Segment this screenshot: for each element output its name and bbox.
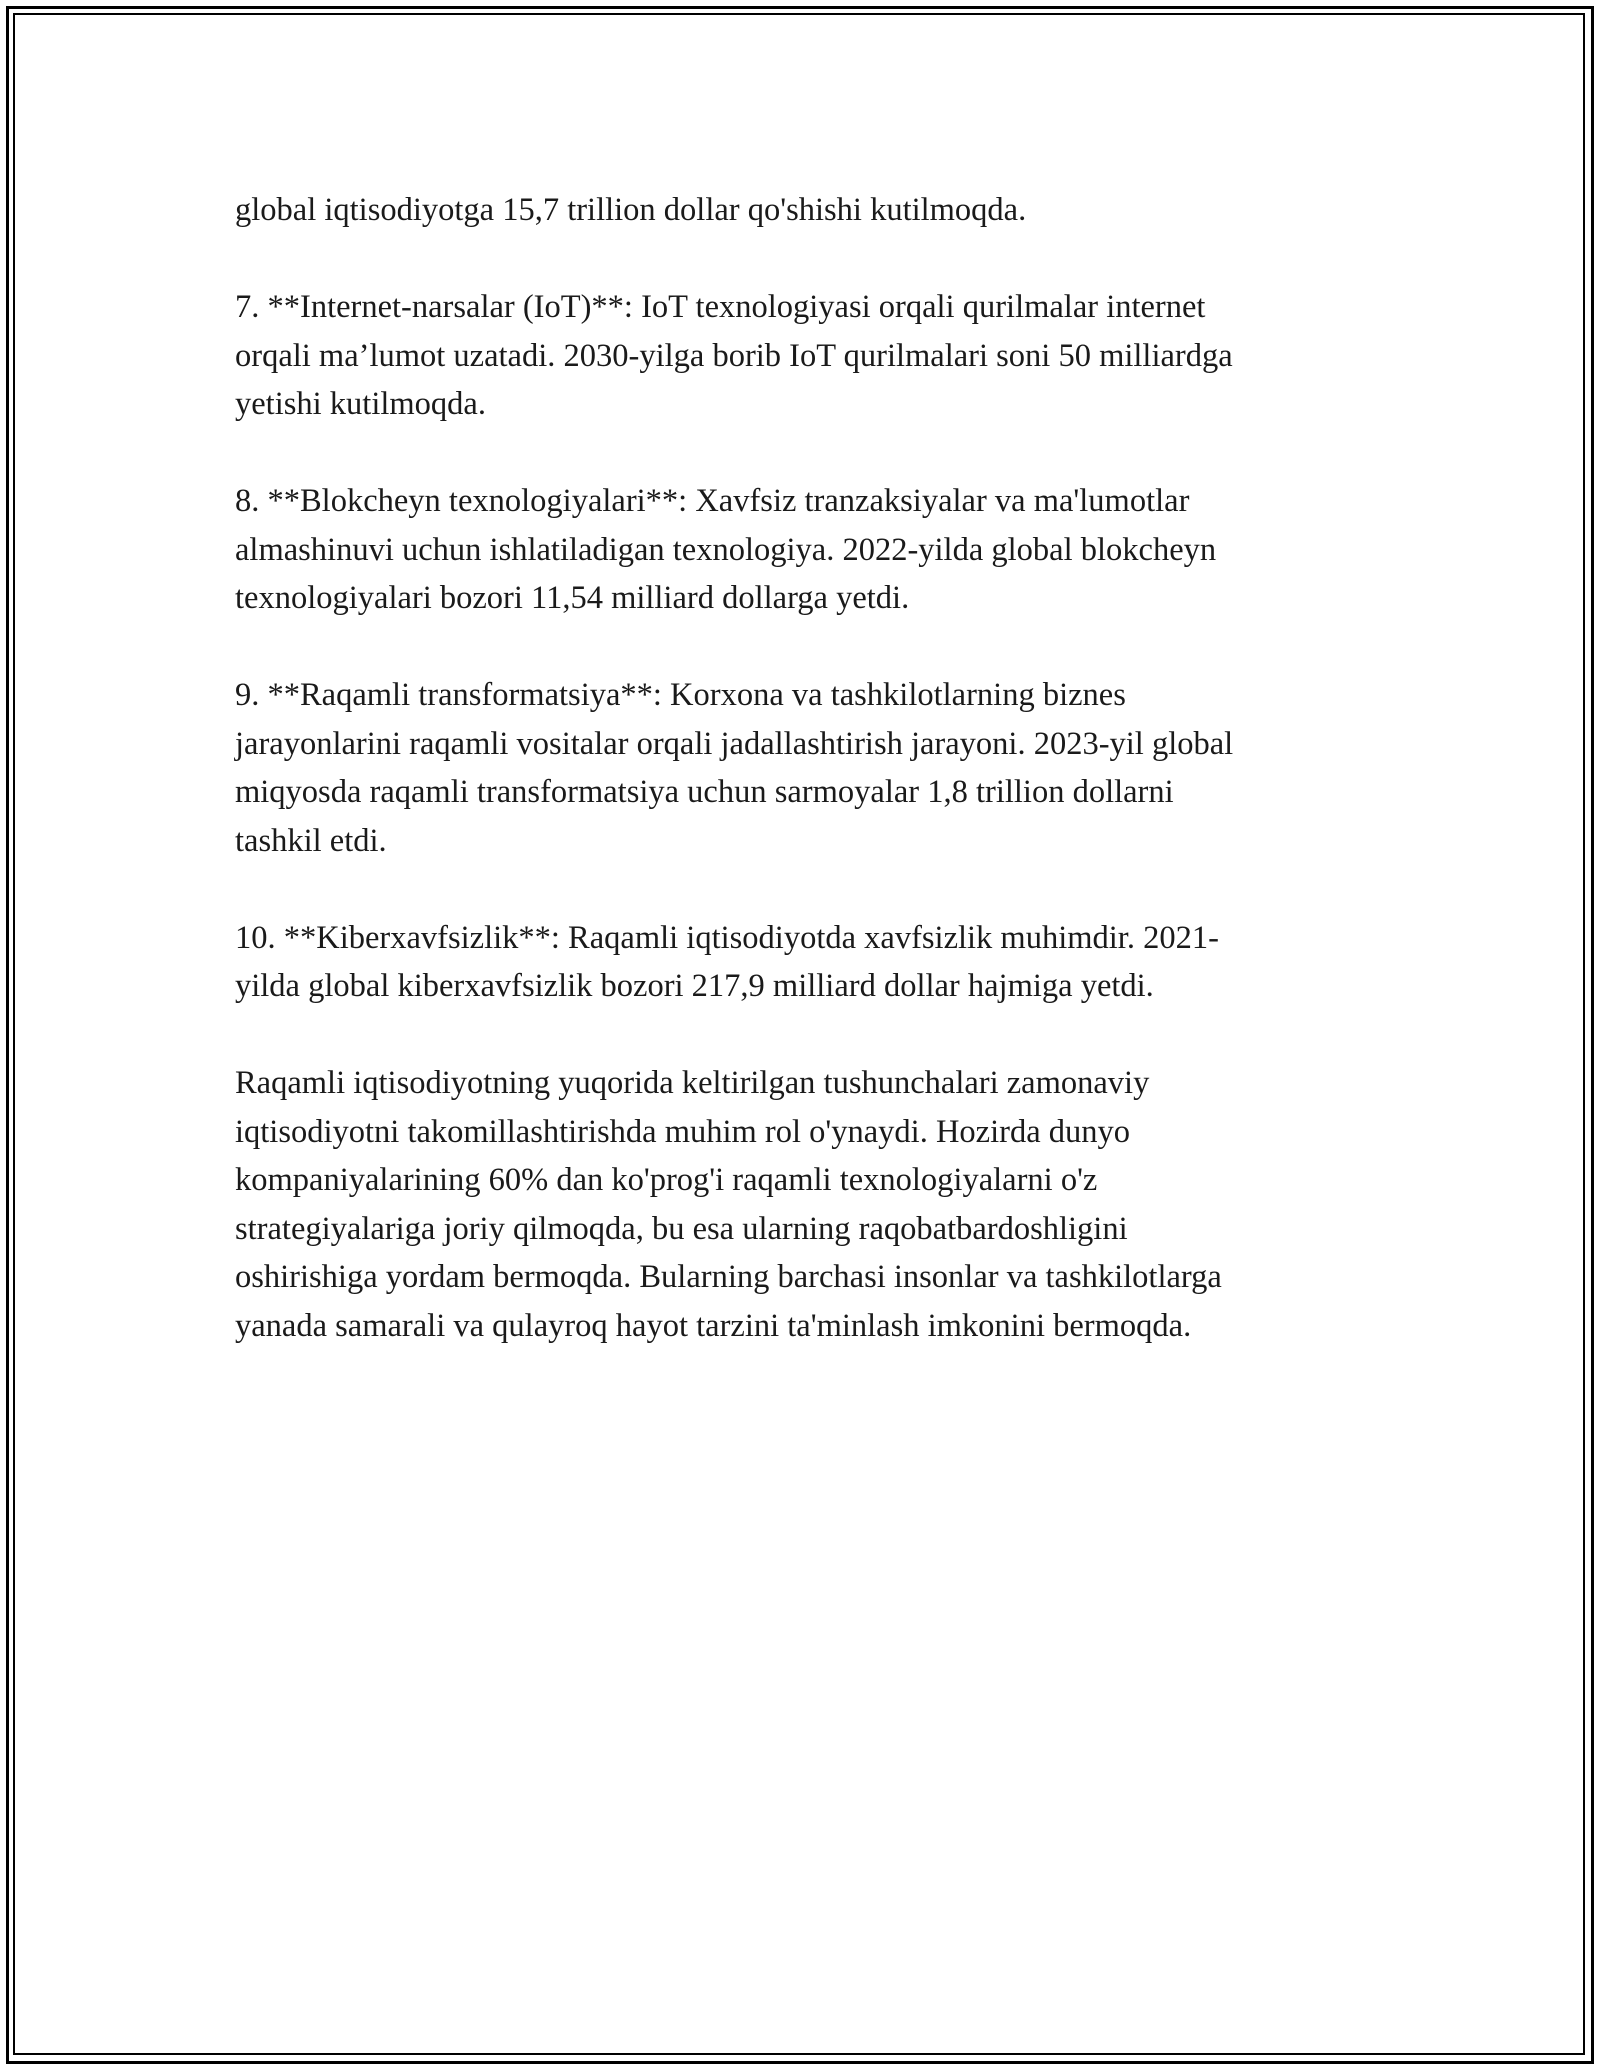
paragraph-continuation: global iqtisodiyotga 15,7 trillion dollar qo'shishi kutilmoqda. bbox=[235, 192, 1027, 228]
document-body bbox=[235, 186, 1385, 1399]
paragraph-conclusion: Raqamli iqtisodiyotning yuqorida keltirilgan tushunchalari zamonaviy iqtisodiyotni takomillashtirishda muhim rol o'ynaydi. Hozirda dunyo kompaniyalarining 60% dan ko'prog'i raqamli texnologiyalarni o'z strategiyalariga joriy qilmoqda, bu esa ularning raqobatbardoshligini oshirishiga yordam bermoqda. Bularning barchasi insonlar va tashkilotlarga yanada samarali va qulayroq hayot tarzini ta'minlash imkonini bermoqda. bbox=[235, 1065, 1222, 1344]
paragraph-cybersecurity: 10. **Kiberxavfsizlik**: Raqamli iqtisodiyotda xavfsizlik muhimdir. 2021- yilda global kiberxavfsizlik bozori 217,9 milliard dollar hajmiga yetdi. bbox=[235, 919, 1219, 1004]
paragraph-blockchain: 8. **Blokcheyn texnologiyalari**: Xavfsiz tranzaksiyalar va ma'lumotlar almashinuvi uchun ishlatiladigan texnologiya. 2022-yilda global blokcheyn texnologiyalari bozori 11,54 milliard dollarga yetdi. bbox=[235, 483, 1217, 616]
paragraph-iot: 7. **Internet-narsalar (IoT)**: IoT texnologiyasi orqali qurilmalar internet orqali ma’lumot uzatadi. 2030-yilga borib IoT qurilmalari soni 50 milliardga yetishi kutilmoqda. bbox=[235, 289, 1233, 422]
paragraph-digital-transformation: 9. **Raqamli transformatsiya**: Korxona va tashkilotlarning biznes jarayonlarini raqamli vositalar orqali jadallashtirish jarayoni. 2023-yil global miqyosda raqamli transformatsiya uchun sarmoyalar 1,8 trillion dollarni tashkil etdi. bbox=[235, 677, 1234, 859]
